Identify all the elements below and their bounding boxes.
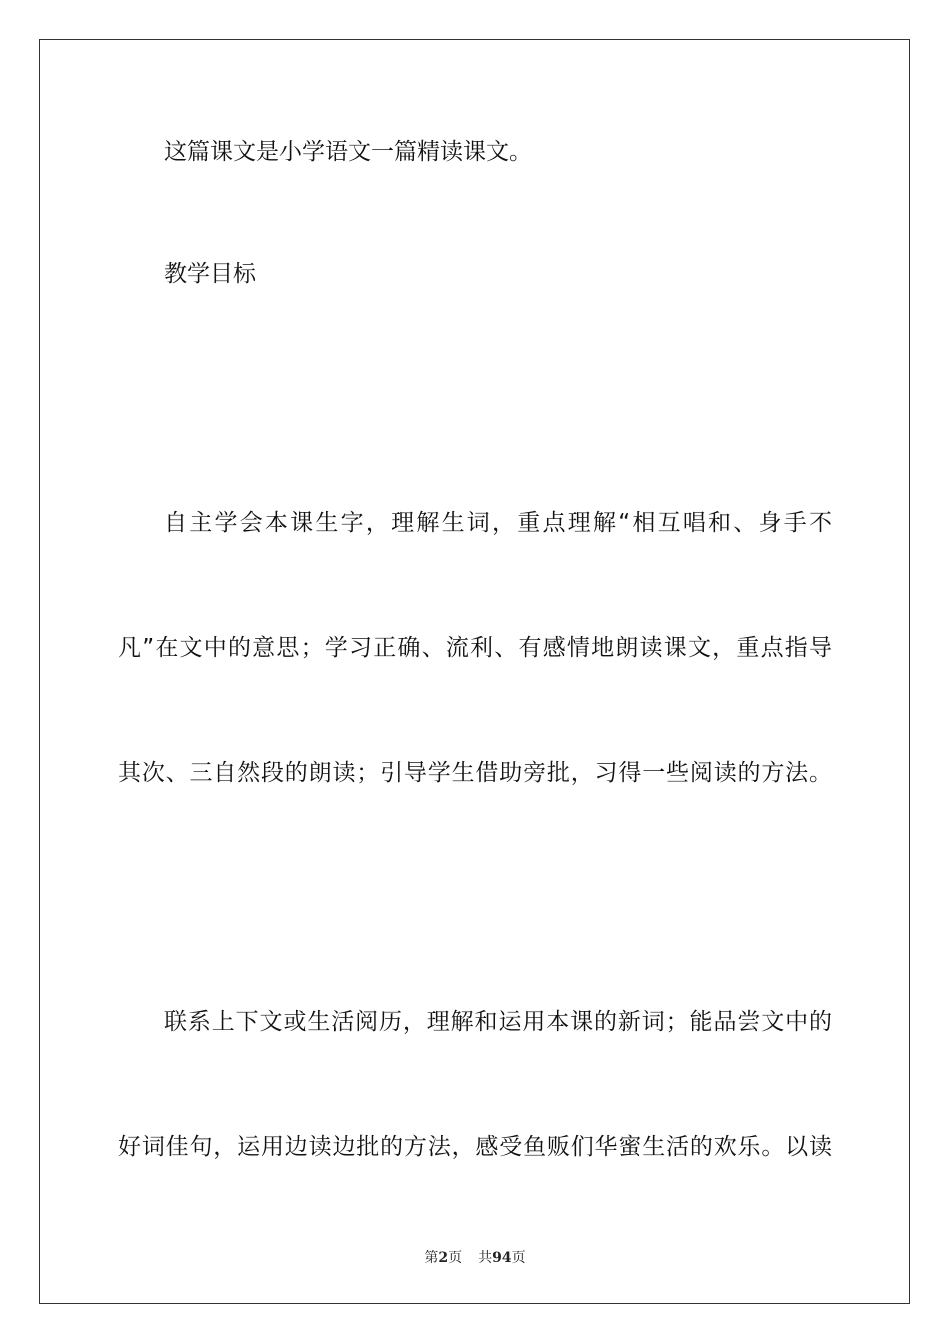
paragraph-line: 凡”在文中的意思；学习正确、流利、有感情地朗读课文，重点指导 [118,635,832,661]
page-footer [0,1247,950,1267]
footer-page-number: 2 [438,1250,449,1266]
footer-total-suffix: 页 [511,1250,526,1266]
intro-line: 这篇课文是小学语文一篇精读课文。 [164,139,532,165]
paragraph-line: 联系上下文或生活阅历，理解和运用本课的新词；能品尝文中的 [164,1009,832,1035]
section-heading: 教学目标 [164,261,256,287]
page-border [39,39,910,1304]
footer-total-pages: 94 [492,1250,512,1266]
paragraph-line: 好词佳句，运用边读边批的方法，感受鱼贩们华蜜生活的欢乐。以读 [118,1134,832,1160]
footer-total-prefix: 共 [478,1250,493,1266]
paragraph-line: 其次、三自然段的朗读；引导学生借助旁批，习得一些阅读的方法。 [118,760,832,786]
paragraph-line: 自主学会本课生字，理解生词，重点理解“相互唱和、身手不 [164,510,832,536]
footer-page-suffix: 页 [448,1250,463,1266]
footer-page-prefix: 第 [424,1250,439,1266]
